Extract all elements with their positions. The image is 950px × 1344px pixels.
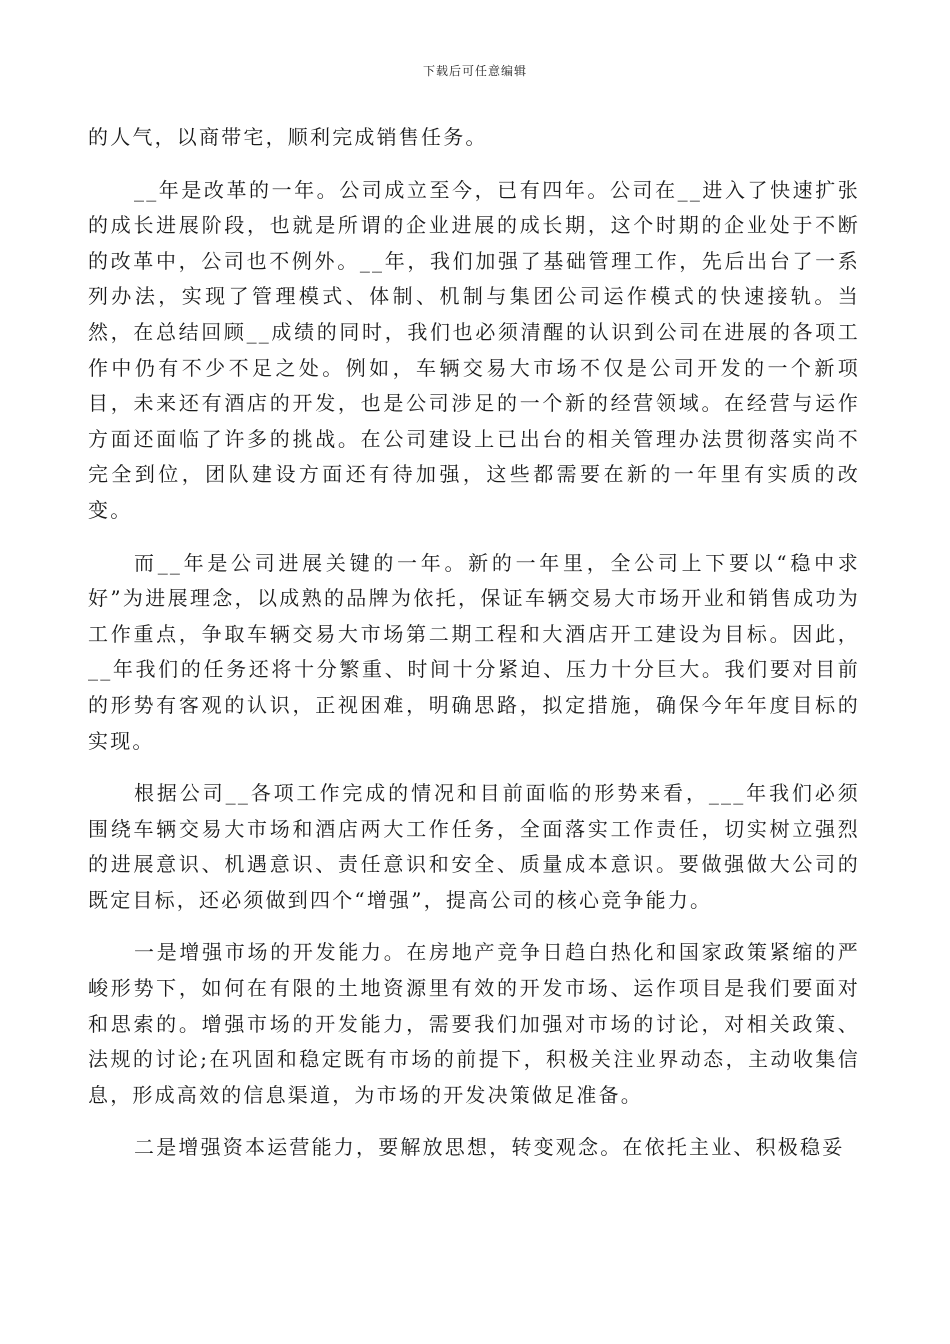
paragraph-continuation: 的人气，以商带宅，顺利完成销售任务。	[88, 125, 488, 149]
paragraph-key-year: 而__年是公司进展关键的一年。新的一年里，全公司上下要以“稳中求好”为进展理念，以成熟的品牌为依托，保证车辆交易大市场开业和销售成功为工作重点，争取车辆交易大市场第二期工程和大酒店开工建设为目标。因此，__年我们的任务还将十分繁重、时间十分紧迫、压力十分巨大。我们要对目前的形势有客观的认识，正视困难，明确思路，拟定措施，确保今年年度目标的实现。	[88, 550, 860, 753]
paragraph-capital-operation: 二是增强资本运营能力，要解放思想，转变观念。在依托主业、积极稳妥	[134, 1135, 845, 1160]
paragraph-reform-year: __年是改革的一年。公司成立至今，已有四年。公司在__进入了快速扩张的成长进展阶段，也就是所谓的企业进展的成长期，这个时期的企业处于不断的改革中，公司也不例外。__年，我们加强了基础管理工作，先后出台了一系列办法，实现了管理模式、体制、机制与集团公司运作模式的快速接轨。当然，在总结回顾__成绩的同时，我们也必须清醒的认识到公司在进展的各项工作中仍有不少不足之处。例如，车辆交易大市场不仅是公司开发的一个新项目，未来还有酒店的开发，也是公司涉足的一个新的经营领域。在经营与运作方面还面临了许多的挑战。在公司建设上已出台的相关管理办法贯彻落实尚不完全到位，团队建设方面还有待加强，这些都需要在新的一年里有实质的改变。	[88, 177, 860, 522]
document-body	[88, 120, 860, 1166]
paragraph-tasks: 根据公司__各项工作完成的情况和目前面临的形势来看，___年我们必须围绕车辆交易大市场和酒店两大工作任务，全面落实工作责任，切实树立强烈的进展意识、机遇意识、责任意识和安全、质量成本意识。要做强做大公司的既定目标，还必须做到四个“增强”，提高公司的核心竞争能力。	[88, 781, 860, 912]
page-header-note: 下载后可任意编辑	[422, 64, 527, 78]
paragraph-market-development: 一是增强市场的开发能力。在房地产竞争日趋白热化和国家政策紧缩的严峻形势下，如何在有限的土地资源里有效的开发市场、运作项目是我们要面对和思索的。增强市场的开发能力，需要我们加强对市场的讨论，对相关政策、法规的讨论;在巩固和稳定既有市场的前提下，积极关注业界动态，主动收集信息，形成高效的信息渠道，为市场的开发决策做足准备。	[88, 940, 860, 1107]
